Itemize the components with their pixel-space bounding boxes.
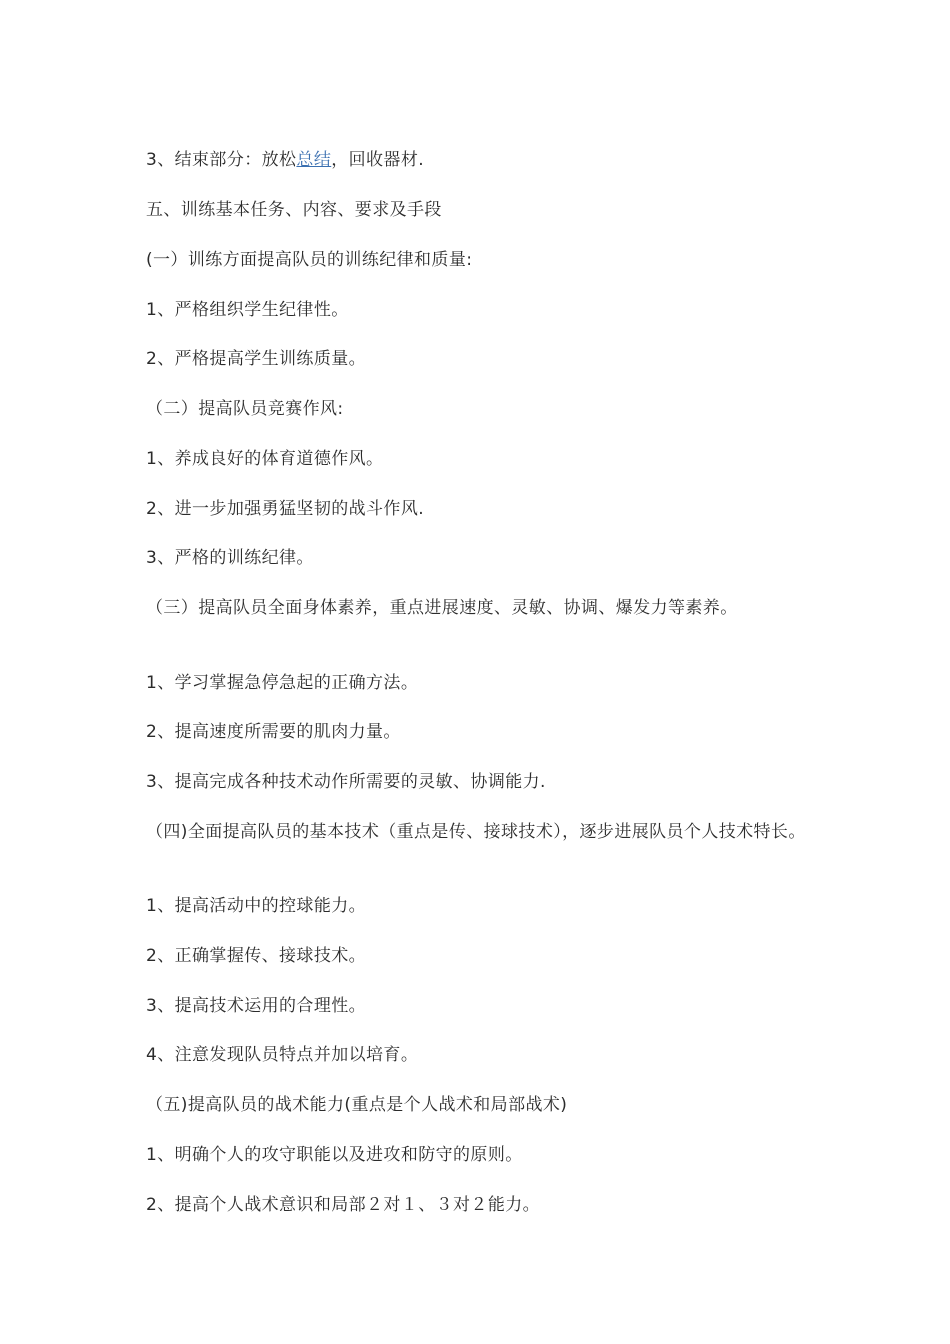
paragraph-text: ，回收器材.: [331, 150, 425, 170]
paragraph-closing-part: [146, 148, 814, 173]
list-item: 2、提高个人战术意识和局部２对１、３对２能力。: [146, 1195, 541, 1215]
paragraph-text: 3、结束部分：放松: [146, 150, 297, 170]
subsection-heading-three: （三）提高队员全面身体素养，重点进展速度、灵敏、协调、爆发力等素养。: [146, 598, 738, 618]
list-item: 1、学习掌握急停急起的正确方法。: [146, 673, 419, 693]
list-item: 2、正确掌握传、接球技术。: [146, 946, 367, 966]
summary-link[interactable]: 总结: [296, 150, 332, 170]
list-item: 3、严格的训练纪律。: [146, 548, 314, 568]
list-item: 1、养成良好的体育道德作风。: [146, 449, 384, 469]
list-item: 2、进一步加强勇猛坚韧的战斗作风.: [146, 499, 425, 519]
list-item: 3、提高技术运用的合理性。: [146, 996, 367, 1016]
list-item: 1、明确个人的攻守职能以及进攻和防守的原则。: [146, 1145, 523, 1165]
list-item: 4、注意发现队员特点并加以培育。: [146, 1045, 419, 1065]
subsection-heading-one: (一）训练方面提高队员的训练纪律和质量:: [146, 250, 473, 270]
subsection-heading-five: （五)提高队员的战术能力(重点是个人战术和局部战术): [146, 1095, 568, 1115]
subsection-heading-four: （四)全面提高队员的基本技术（重点是传、接球技术），逐步进展队员个人技术特长。: [146, 822, 806, 842]
list-item: 1、提高活动中的控球能力。: [146, 896, 367, 916]
section-heading-five: 五、训练基本任务、内容、要求及手段: [146, 200, 442, 220]
list-item: 3、提高完成各种技术动作所需要的灵敏、协调能力.: [146, 772, 546, 792]
list-item: 2、严格提高学生训练质量。: [146, 349, 367, 369]
subsection-heading-two: （二）提高队员竞赛作风:: [146, 399, 344, 419]
list-item: 2、提高速度所需要的肌肉力量。: [146, 722, 401, 742]
list-item: 1、严格组织学生纪律性。: [146, 300, 349, 320]
